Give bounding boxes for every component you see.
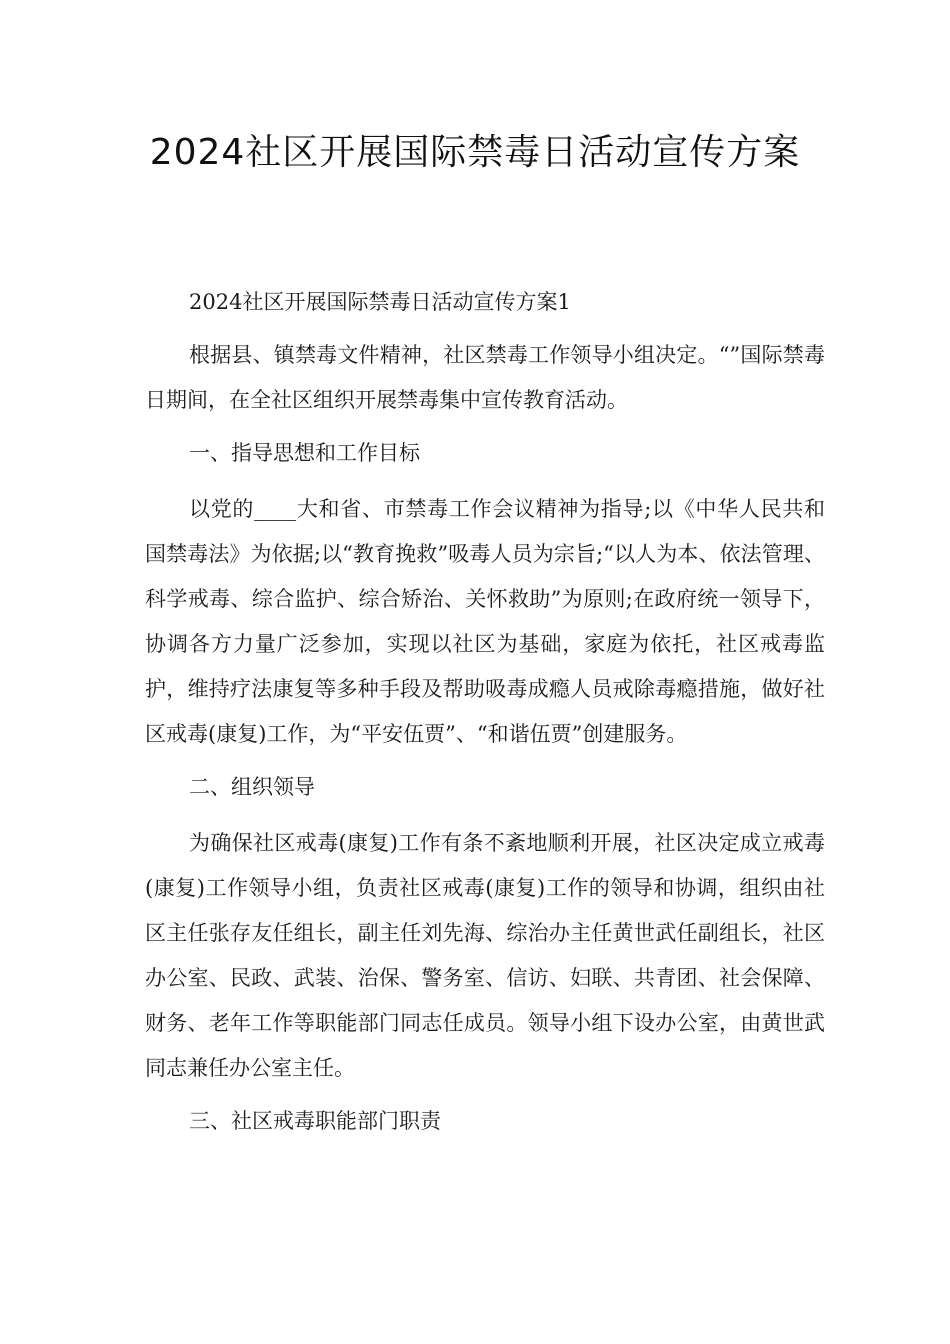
organization-paragraph: 为确保社区戒毒(康复)工作有条不紊地顺利开展，社区决定成立戒毒(康复)工作领导小组，负责社区戒毒(康复)工作的领导和协调，组织由社区主任张存友任组长，副主任刘先海、综治办主任黄世武任副组长，社区办公室、民政、武装、治保、警务室、信访、妇联、共青团、社会保障、财务、老年工作等职能部门同志任成员。领导小组下设办公室，由黄世武同志兼任办公室主任。: [145, 831, 825, 1080]
document-body: [145, 280, 825, 1155]
section-heading-2: 二、组织领导: [189, 775, 315, 799]
subtitle-paragraph: 2024社区开展国际禁毒日活动宣传方案1: [189, 290, 571, 314]
section-heading-3: 三、社区戒毒职能部门职责: [189, 1109, 441, 1133]
section-heading-1: 一、指导思想和工作目标: [189, 441, 420, 465]
intro-paragraph: 根据县、镇禁毒文件精神，社区禁毒工作领导小组决定。“”国际禁毒日期间，在全社区组织开展禁毒集中宣传教育活动。: [145, 343, 825, 412]
guiding-principles-paragraph: 以党的____大和省、市禁毒工作会议精神为指导;以《中华人民共和国禁毒法》为依据;以“教育挽救”吸毒人员为宗旨;“以人为本、依法管理、科学戒毒、综合监护、综合矫治、关怀救助”为原则;在政府统一领导下，协调各方力量广泛参加，实现以社区为基础，家庭为依托，社区戒毒监护，维持疗法康复等多种手段及帮助吸毒成瘾人员戒除毒瘾措施，做好社区戒毒(康复)工作，为“平安伍贾”、“和谐伍贾”创建服务。: [145, 497, 825, 746]
document-title: 2024社区开展国际禁毒日活动宣传方案: [149, 132, 801, 173]
